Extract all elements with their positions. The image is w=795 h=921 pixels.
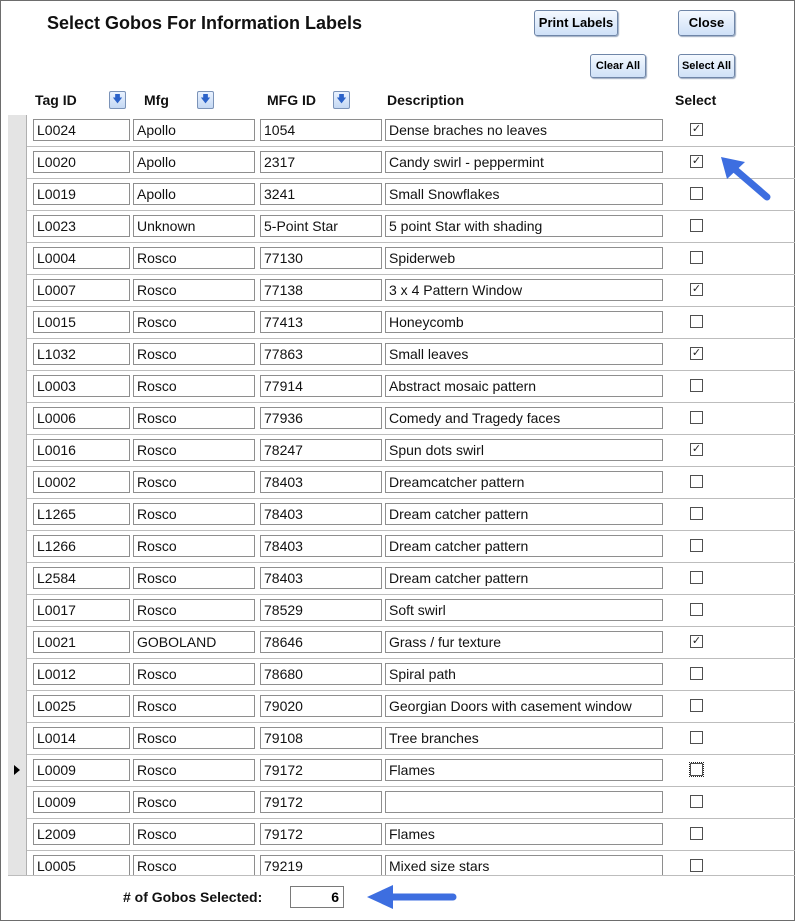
clear-all-button[interactable]: Clear All <box>590 54 646 78</box>
description-field[interactable]: Dense braches no leaves <box>385 119 663 141</box>
select-checkbox[interactable]: ✓ <box>691 443 702 455</box>
record-selector[interactable] <box>8 499 27 531</box>
sort-down-icon: 🡇 <box>112 94 123 105</box>
mfg-id-field[interactable]: 77138 <box>260 279 382 301</box>
mfg-id-field[interactable]: 78646 <box>260 631 382 653</box>
description-field[interactable]: Abstract mosaic pattern <box>385 375 663 397</box>
table-row <box>8 755 795 787</box>
table-row <box>8 435 795 467</box>
select-checkbox[interactable] <box>690 763 703 776</box>
select-checkbox[interactable]: ✓ <box>691 123 702 135</box>
select-checkbox[interactable]: ✓ <box>691 283 702 295</box>
mfg-id-field[interactable]: 77413 <box>260 311 382 333</box>
description-field[interactable]: Candy swirl - peppermint <box>385 151 663 173</box>
mfg-field[interactable]: Rosco <box>133 311 255 333</box>
mfg-field[interactable]: Rosco <box>133 855 255 875</box>
mfg-field[interactable]: Rosco <box>133 599 255 621</box>
gobo-list <box>8 115 795 875</box>
description-field[interactable]: Spiderweb <box>385 247 663 269</box>
mfg-id-field[interactable]: 77914 <box>260 375 382 397</box>
description-field[interactable]: Small leaves <box>385 343 663 365</box>
mfg-id-field[interactable]: 77863 <box>260 343 382 365</box>
select-checkbox[interactable] <box>690 187 703 200</box>
record-selector[interactable] <box>8 531 27 563</box>
table-row <box>8 851 795 875</box>
sort-mfg-id-button[interactable] <box>333 91 350 109</box>
record-selector[interactable] <box>8 243 27 275</box>
tag-id-field[interactable]: L0002 <box>33 471 130 493</box>
tag-id-field[interactable]: L1032 <box>33 343 130 365</box>
record-selector[interactable] <box>8 563 27 595</box>
select-checkbox[interactable]: ✓ <box>691 347 702 359</box>
mfg-field[interactable]: Rosco <box>133 535 255 557</box>
mfg-id-field[interactable]: 79172 <box>260 791 382 813</box>
mfg-id-field[interactable]: 79172 <box>260 759 382 781</box>
mfg-field[interactable]: Apollo <box>133 183 255 205</box>
mfg-field[interactable]: Rosco <box>133 439 255 461</box>
select-checkbox[interactable] <box>690 475 703 488</box>
header-mfg: Mfg <box>144 92 169 108</box>
record-selector[interactable] <box>8 339 27 371</box>
mfg-id-field[interactable]: 78403 <box>260 471 382 493</box>
description-field[interactable]: Comedy and Tragedy faces <box>385 407 663 429</box>
record-selector[interactable] <box>8 691 27 723</box>
table-row <box>8 403 795 435</box>
footer-divider <box>8 875 795 876</box>
record-selector[interactable] <box>8 179 27 211</box>
table-row <box>8 115 795 147</box>
select-all-button[interactable]: Select All <box>678 54 735 78</box>
select-checkbox[interactable]: ✓ <box>691 155 702 167</box>
tag-id-field[interactable]: L0009 <box>33 791 130 813</box>
description-field[interactable]: Dream catcher pattern <box>385 567 663 589</box>
sort-down-icon: 🡇 <box>336 94 347 105</box>
table-row <box>8 595 795 627</box>
blue-arrow-icon <box>717 153 773 203</box>
select-checkbox[interactable] <box>690 731 703 744</box>
sort-down-icon: 🡇 <box>200 94 211 105</box>
mfg-field[interactable]: GOBOLAND <box>133 631 255 653</box>
mfg-id-field[interactable]: 78403 <box>260 535 382 557</box>
tag-id-field[interactable]: L0007 <box>33 279 130 301</box>
select-checkbox[interactable] <box>690 859 703 872</box>
mfg-id-field[interactable]: 2317 <box>260 151 382 173</box>
table-row <box>8 179 795 211</box>
selected-count-label: # of Gobos Selected: <box>123 889 263 905</box>
description-field[interactable]: Flames <box>385 759 663 781</box>
table-row <box>8 531 795 563</box>
description-field[interactable]: Dream catcher pattern <box>385 535 663 557</box>
mfg-field[interactable]: Apollo <box>133 151 255 173</box>
mfg-id-field[interactable]: 79020 <box>260 695 382 717</box>
record-pointer-icon <box>14 765 20 775</box>
tag-id-field[interactable]: L0016 <box>33 439 130 461</box>
description-field[interactable]: Honeycomb <box>385 311 663 333</box>
tag-id-field[interactable]: L0024 <box>33 119 130 141</box>
record-selector[interactable] <box>8 307 27 339</box>
select-checkbox[interactable] <box>690 795 703 808</box>
record-selector[interactable] <box>8 595 27 627</box>
mfg-id-field[interactable]: 78403 <box>260 567 382 589</box>
description-field[interactable]: Soft swirl <box>385 599 663 621</box>
description-field[interactable]: Mixed size stars <box>385 855 663 875</box>
table-row <box>8 723 795 755</box>
mfg-field[interactable]: Rosco <box>133 695 255 717</box>
table-row <box>8 147 795 179</box>
sort-tag-id-button[interactable] <box>109 91 126 109</box>
mfg-field[interactable]: Rosco <box>133 343 255 365</box>
mfg-field[interactable]: Rosco <box>133 407 255 429</box>
table-row <box>8 627 795 659</box>
description-field[interactable]: Georgian Doors with casement window <box>385 695 663 717</box>
mfg-field[interactable]: Rosco <box>133 759 255 781</box>
tag-id-field[interactable]: L1265 <box>33 503 130 525</box>
select-checkbox[interactable] <box>690 667 703 680</box>
record-selector[interactable] <box>8 211 27 243</box>
tag-id-field[interactable]: L0021 <box>33 631 130 653</box>
table-row <box>8 563 795 595</box>
record-selector[interactable] <box>8 787 27 819</box>
record-selector[interactable] <box>8 467 27 499</box>
tag-id-field[interactable]: L1266 <box>33 535 130 557</box>
mfg-field[interactable]: Unknown <box>133 215 255 237</box>
table-row <box>8 243 795 275</box>
header-tag-id: Tag ID <box>35 92 77 108</box>
mfg-field[interactable]: Rosco <box>133 375 255 397</box>
mfg-id-field[interactable]: 77130 <box>260 247 382 269</box>
table-row <box>8 659 795 691</box>
blue-arrow-icon <box>363 881 457 913</box>
description-field[interactable]: Flames <box>385 823 663 845</box>
mfg-id-field[interactable]: 78247 <box>260 439 382 461</box>
mfg-id-field[interactable]: 79219 <box>260 855 382 875</box>
mfg-id-field[interactable]: 79108 <box>260 727 382 749</box>
mfg-field[interactable]: Rosco <box>133 567 255 589</box>
record-selector[interactable] <box>8 627 27 659</box>
table-row <box>8 819 795 851</box>
print-labels-button[interactable]: Print Labels <box>534 10 618 36</box>
description-field[interactable]: 5 point Star with shading <box>385 215 663 237</box>
table-row <box>8 787 795 819</box>
mfg-id-field[interactable]: 78680 <box>260 663 382 685</box>
record-selector[interactable] <box>8 275 27 307</box>
description-field[interactable]: 3 x 4 Pattern Window <box>385 279 663 301</box>
description-field[interactable]: Spiral path <box>385 663 663 685</box>
select-checkbox[interactable] <box>690 539 703 552</box>
description-field[interactable]: Dreamcatcher pattern <box>385 471 663 493</box>
tag-id-field[interactable]: L0015 <box>33 311 130 333</box>
table-row <box>8 339 795 371</box>
table-row <box>8 275 795 307</box>
record-selector[interactable] <box>8 755 27 787</box>
mfg-id-field[interactable]: 79172 <box>260 823 382 845</box>
select-checkbox[interactable] <box>690 827 703 840</box>
select-checkbox[interactable] <box>690 251 703 264</box>
description-field[interactable] <box>385 791 663 813</box>
mfg-id-field[interactable]: 78403 <box>260 503 382 525</box>
record-selector[interactable] <box>8 147 27 179</box>
record-selector[interactable] <box>8 659 27 691</box>
select-checkbox[interactable] <box>690 219 703 232</box>
mfg-field[interactable]: Rosco <box>133 503 255 525</box>
mfg-field[interactable]: Rosco <box>133 663 255 685</box>
mfg-id-field[interactable]: 77936 <box>260 407 382 429</box>
sort-mfg-button[interactable] <box>197 91 214 109</box>
record-selector[interactable] <box>8 819 27 851</box>
tag-id-field[interactable]: L0012 <box>33 663 130 685</box>
mfg-field[interactable]: Rosco <box>133 471 255 493</box>
select-checkbox[interactable] <box>690 507 703 520</box>
mfg-id-field[interactable]: 78529 <box>260 599 382 621</box>
record-selector[interactable] <box>8 371 27 403</box>
select-checkbox[interactable] <box>690 571 703 584</box>
select-checkbox[interactable] <box>690 379 703 392</box>
tag-id-field[interactable]: L0017 <box>33 599 130 621</box>
tag-id-field[interactable]: L0006 <box>33 407 130 429</box>
record-selector[interactable] <box>8 403 27 435</box>
form-title: Select Gobos For Information Labels <box>47 13 363 33</box>
record-selector[interactable] <box>8 115 27 147</box>
mfg-field[interactable]: Rosco <box>133 791 255 813</box>
record-selector[interactable] <box>8 723 27 755</box>
tag-id-field[interactable]: L0020 <box>33 151 130 173</box>
mfg-field[interactable]: Rosco <box>133 247 255 269</box>
description-field[interactable]: Grass / fur texture <box>385 631 663 653</box>
tag-id-field[interactable]: L2009 <box>33 823 130 845</box>
table-row <box>8 499 795 531</box>
tag-id-field[interactable]: L0009 <box>33 759 130 781</box>
table-row <box>8 371 795 403</box>
mfg-id-field[interactable]: 5-Point Star <box>260 215 382 237</box>
mfg-id-field[interactable]: 1054 <box>260 119 382 141</box>
description-field[interactable]: Small Snowflakes <box>385 183 663 205</box>
select-checkbox[interactable]: ✓ <box>691 635 702 647</box>
table-row <box>8 467 795 499</box>
tag-id-field[interactable]: L0003 <box>33 375 130 397</box>
close-button[interactable]: Close <box>678 10 735 36</box>
header-mfg-id: MFG ID <box>267 92 316 108</box>
tag-id-field[interactable]: L0025 <box>33 695 130 717</box>
table-row <box>8 307 795 339</box>
description-field[interactable]: Dream catcher pattern <box>385 503 663 525</box>
mfg-field[interactable]: Apollo <box>133 119 255 141</box>
description-field[interactable]: Tree branches <box>385 727 663 749</box>
select-checkbox[interactable] <box>690 699 703 712</box>
tag-id-field[interactable]: L0023 <box>33 215 130 237</box>
tag-id-field[interactable]: L2584 <box>33 567 130 589</box>
tag-id-field[interactable]: L0014 <box>33 727 130 749</box>
tag-id-field[interactable]: L0005 <box>33 855 130 875</box>
mfg-id-field[interactable]: 3241 <box>260 183 382 205</box>
header-select: Select <box>675 92 717 108</box>
record-selector[interactable] <box>8 435 27 467</box>
table-row <box>8 691 795 723</box>
tag-id-field[interactable]: L0019 <box>33 183 130 205</box>
select-checkbox[interactable] <box>690 315 703 328</box>
table-row <box>8 211 795 243</box>
selected-count-field: 6 <box>290 886 344 908</box>
select-checkbox[interactable] <box>690 603 703 616</box>
mfg-field[interactable]: Rosco <box>133 727 255 749</box>
header-description: Description <box>387 92 465 108</box>
tag-id-field[interactable]: L0004 <box>33 247 130 269</box>
record-selector[interactable] <box>8 851 27 875</box>
mfg-field[interactable]: Rosco <box>133 823 255 845</box>
select-checkbox[interactable] <box>690 411 703 424</box>
mfg-field[interactable]: Rosco <box>133 279 255 301</box>
description-field[interactable]: Spun dots swirl <box>385 439 663 461</box>
